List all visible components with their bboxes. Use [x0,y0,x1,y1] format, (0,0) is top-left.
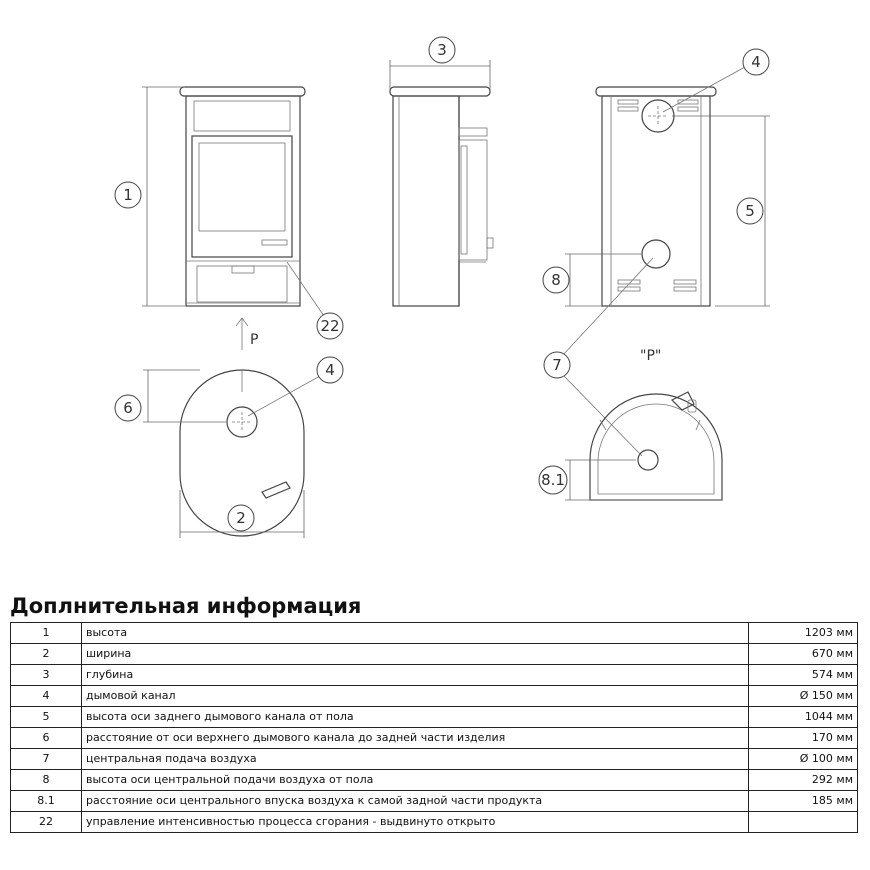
table-row [11,770,858,791]
row-description: высота оси центральной подачи воздуха от пола [82,770,749,791]
callout-1 [115,182,141,208]
row-number: 8 [11,770,82,791]
row-number: 7 [11,749,82,770]
info-table [10,622,858,833]
side-view [390,37,493,306]
top-view [115,357,343,538]
svg-text:6: 6 [123,399,133,417]
section-title: Доплнительная информация [10,594,362,618]
row-value: 1203 мм [749,623,858,644]
callout-4-back [743,49,769,75]
row-description: высота [82,623,749,644]
row-description: центральная подача воздуха [82,749,749,770]
row-number: 5 [11,707,82,728]
row-number: 2 [11,644,82,665]
table-row [11,707,858,728]
callout-6 [115,395,141,421]
view-name-label: "P" [640,348,662,364]
row-value: 1044 мм [749,707,858,728]
row-description: дымовой канал [82,686,749,707]
row-number: 22 [11,812,82,833]
svg-text:2: 2 [236,509,246,527]
callout-7 [544,352,570,378]
row-value [749,812,858,833]
row-value: 574 мм [749,665,858,686]
table-row [11,812,858,833]
row-value: 292 мм [749,770,858,791]
row-value: 670 мм [749,644,858,665]
row-number: 1 [11,623,82,644]
row-description: высота оси заднего дымового канала от пола [82,707,749,728]
back-view [543,49,770,456]
callout-2 [228,505,254,531]
table-row [11,644,858,665]
row-description: управление интенсивностью процесса сгорания - выдвинуто открыто [82,812,749,833]
svg-text:4: 4 [751,53,761,71]
svg-text:8.1: 8.1 [541,471,565,489]
callout-22 [317,313,343,339]
table-row [11,728,858,749]
callout-8 [543,267,569,293]
table-row [11,623,858,644]
front-view [115,87,343,350]
row-value: 185 мм [749,791,858,812]
svg-text:8: 8 [551,271,561,289]
row-description: ширина [82,644,749,665]
svg-text:5: 5 [745,202,755,220]
callout-5 [737,198,763,224]
table-row [11,686,858,707]
svg-text:4: 4 [325,361,335,379]
callout-3 [429,37,455,63]
row-number: 3 [11,665,82,686]
table-row [11,791,858,812]
table-row [11,665,858,686]
callout-8-1 [539,466,567,494]
svg-text:7: 7 [552,356,562,374]
row-description: расстояние от оси верхнего дымового канала до задней части изделия [82,728,749,749]
table-row [11,749,858,770]
row-number: 4 [11,686,82,707]
row-description: расстояние оси центрального впуска воздуха к самой задной части продукта [82,791,749,812]
row-number: 6 [11,728,82,749]
row-value: 170 мм [749,728,858,749]
callout-4-top [317,357,343,383]
view-arrow-label: P [250,332,259,348]
row-value: Ø 100 мм [749,749,858,770]
svg-text:3: 3 [437,41,447,59]
svg-text:22: 22 [320,317,340,335]
row-number: 8.1 [11,791,82,812]
svg-text:1: 1 [123,186,133,204]
row-value: Ø 150 мм [749,686,858,707]
row-description: глубина [82,665,749,686]
